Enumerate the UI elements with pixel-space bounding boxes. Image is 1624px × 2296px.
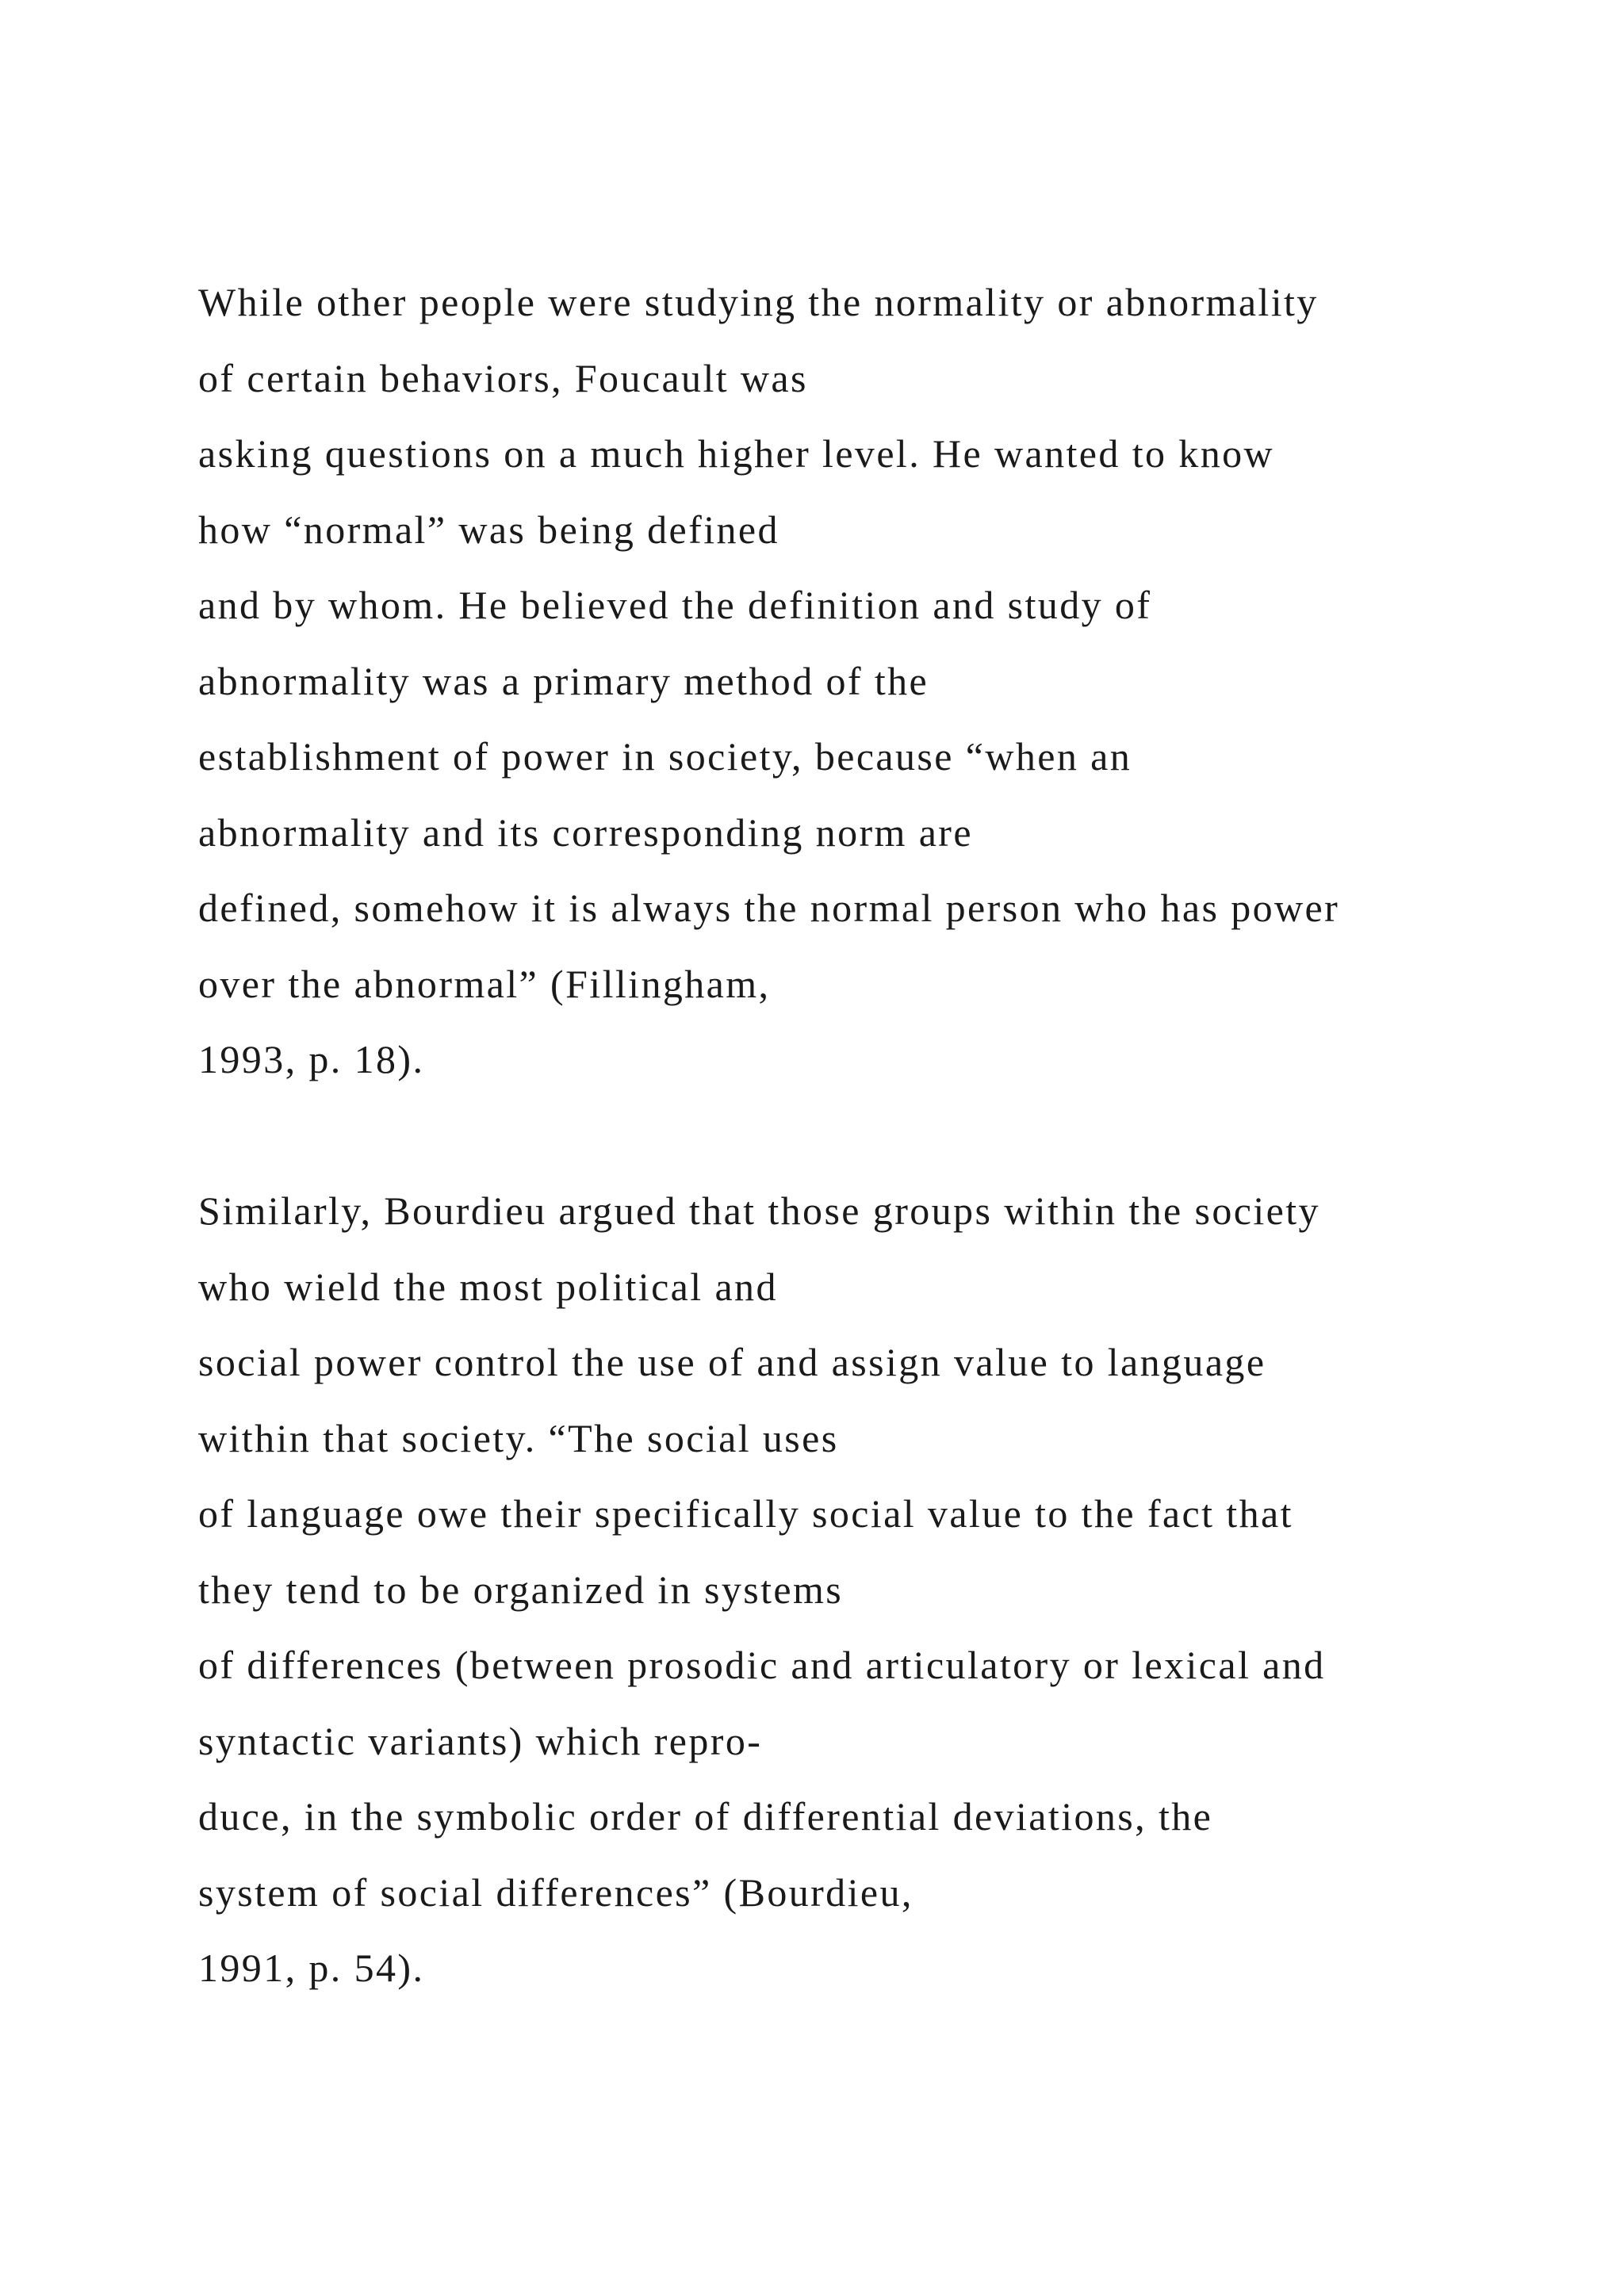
text-line: system of social differences” (Bourdieu, [198,1869,914,1915]
text-line: asking questions on a much higher level. He wanted to know [198,431,1274,476]
text-line: social power control the use of and assign value to language [198,1340,1266,1384]
paragraph-bourdieu [198,1184,1594,2018]
text-line: they tend to be organized in systems [198,1567,844,1612]
text-line: within that society. “The social uses [198,1415,839,1460]
citation-line: 1991, p. 54). [198,1946,425,1990]
citation-line: 1993, p. 18). [198,1037,425,1081]
text-line: duce, in the symbolic order of differential deviations, the [198,1794,1213,1839]
text-line: how “normal” was being defined [198,507,779,552]
text-line: abnormality was a primary method of the [198,658,929,703]
text-line: defined, somehow it is always the normal person who has power [198,886,1340,930]
text-line: who wield the most political and [198,1264,778,1309]
text-line: While other people were studying the normality or abnormality [198,280,1319,324]
text-line: of differences (between prosodic and articulatory or lexical and [198,1643,1326,1687]
text-line: abnormality and its corresponding norm are [198,809,973,855]
paragraph-foucault [198,276,1594,1109]
text-line: syntactic variants) which repro- [198,1718,763,1763]
text-line: Similarly, Bourdieu argued that those groups within the society [198,1188,1320,1233]
text-line: over the abnormal” (Fillingham, [198,961,771,1006]
text-line: establishment of power in society, because “when an [198,734,1132,779]
text-line: and by whom. He believed the definition and study of [198,583,1152,627]
text-line: of certain behaviors, Foucault was [198,355,808,400]
text-line: of language owe their specifically social value to the fact that [198,1491,1293,1536]
